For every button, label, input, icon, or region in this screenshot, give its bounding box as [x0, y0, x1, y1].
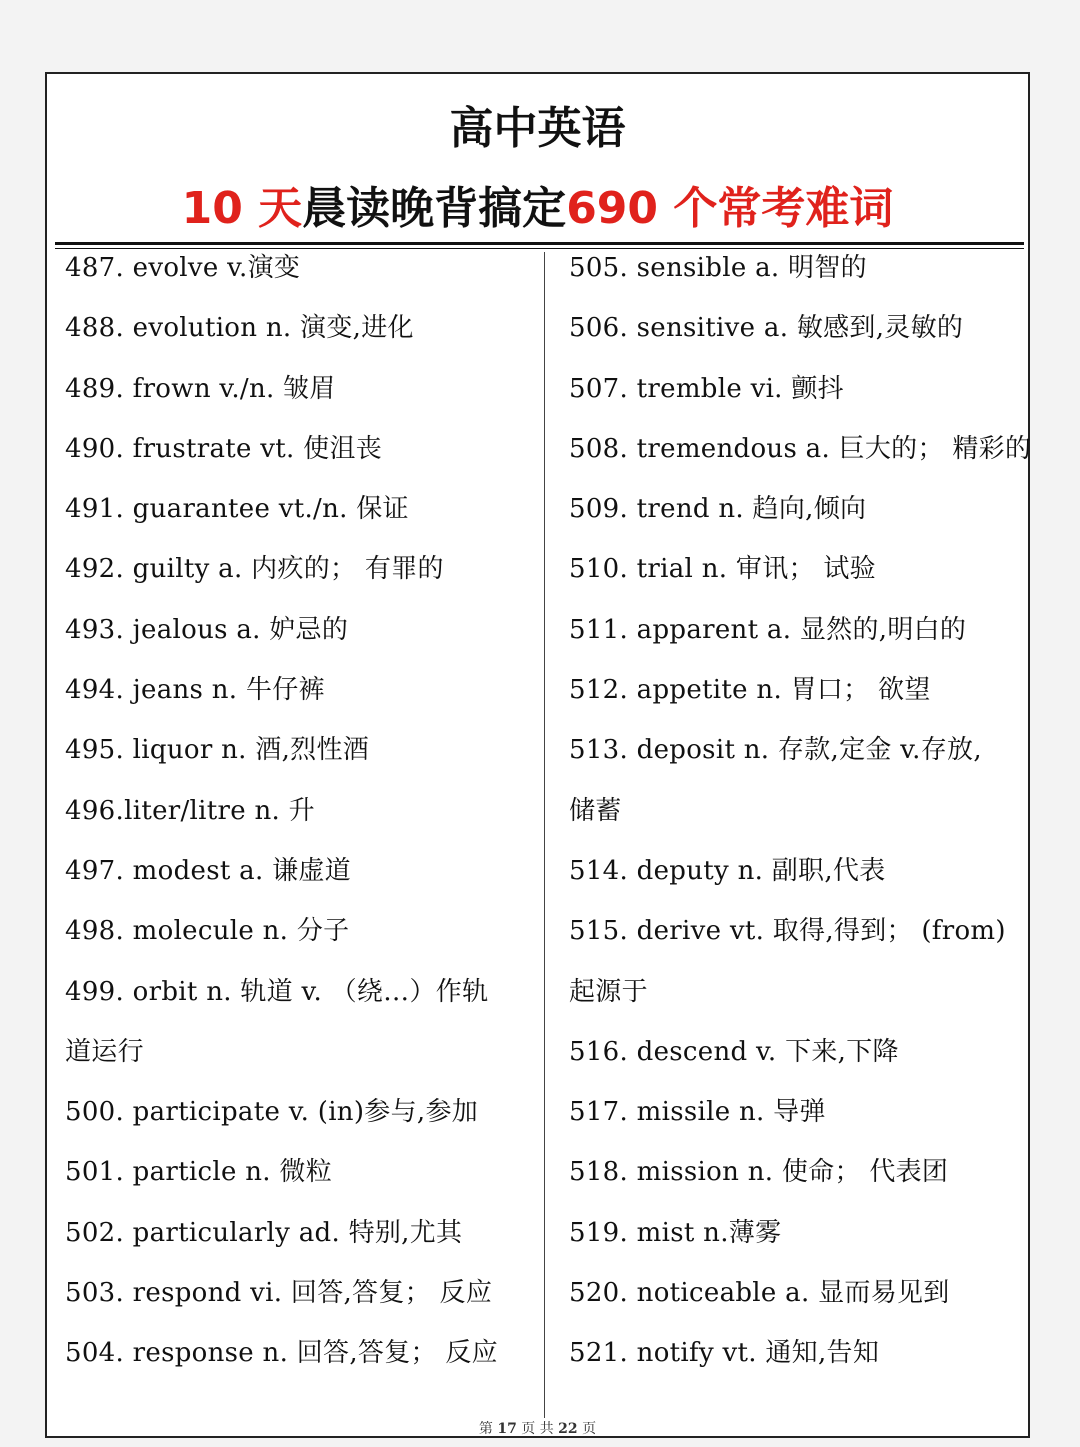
vocab-entry: 497. modest a. 谦虚道 — [65, 855, 351, 886]
vocab-entry: 495. liquor n. 酒,烈性酒 — [65, 735, 370, 766]
vocab-entry: 505. sensible a. 明智的 — [569, 253, 867, 283]
vocab-entry: 494. jeans n. 牛仔裤 — [65, 675, 325, 706]
vocab-entry: 490. frustrate vt. 使沮丧 — [65, 433, 383, 464]
right-word-column — [569, 246, 1032, 1392]
vocab-entry: 502. particularly ad. 特别,尤其 — [65, 1217, 463, 1248]
footer-suffix: 页 — [582, 1421, 597, 1437]
vocab-entry: 512. appetite n. 胃口； 欲望 — [569, 675, 931, 706]
vocab-entry: 503. respond vi. 回答,答复； 反应 — [65, 1278, 493, 1309]
vocab-entry: 488. evolution n. 演变,进化 — [65, 313, 414, 344]
vocabulary-page — [45, 72, 1030, 1438]
vocab-entry: 514. deputy n. 副职,代表 — [569, 855, 886, 886]
vocab-entry: 506. sensitive a. 敏感到,灵敏的 — [569, 313, 964, 344]
vocab-entry: 511. apparent a. 显然的,明白的 — [569, 614, 967, 645]
vocab-entry: 496.liter/litre n. 升 — [65, 795, 315, 826]
vocab-entry: 起源于 — [569, 976, 648, 1007]
vocab-entry: 491. guarantee vt./n. 保证 — [65, 494, 409, 525]
subtitle-count: 690 个常考难词 — [566, 183, 894, 234]
page-subtitle — [47, 172, 1028, 236]
vocab-entry: 492. guilty a. 内疚的； 有罪的 — [65, 554, 444, 585]
vocab-entry: 519. mist n.薄雾 — [569, 1217, 782, 1248]
vocab-entry: 499. orbit n. 轨道 v. （绕…）作轨 — [65, 976, 489, 1007]
vocab-entry: 520. noticeable a. 显而易见到 — [569, 1278, 950, 1309]
page-footer — [47, 1418, 1028, 1438]
footer-prefix: 第 — [478, 1421, 493, 1437]
left-word-column — [65, 246, 535, 1392]
vocab-entry: 521. notify vt. 通知,告知 — [569, 1338, 880, 1369]
vocab-entry: 489. frown v./n. 皱眉 — [65, 373, 336, 404]
footer-total-pages: 22 — [558, 1421, 578, 1437]
header-rule-thick — [55, 242, 1024, 245]
footer-page-number: 17 — [497, 1421, 517, 1437]
vocab-entry: 518. mission n. 使命； 代表团 — [569, 1157, 949, 1188]
vocab-entry: 储蓄 — [569, 795, 622, 826]
vocab-entry: 504. response n. 回答,答复； 反应 — [65, 1338, 498, 1369]
vocab-entry: 493. jealous a. 妒忌的 — [65, 614, 349, 645]
vocab-entry: 498. molecule n. 分子 — [65, 916, 350, 947]
vocab-entry: 507. tremble vi. 颤抖 — [569, 373, 844, 404]
subtitle-days: 10 天 — [181, 183, 303, 234]
vocab-entry: 501. particle n. 微粒 — [65, 1157, 332, 1188]
page-title: 高中英语 — [449, 103, 626, 154]
column-divider — [544, 252, 545, 1418]
subtitle-phrase: 晨读晚背搞定 — [302, 183, 567, 234]
vocab-entry: 517. missile n. 导弹 — [569, 1097, 826, 1128]
vocab-entry: 487. evolve v.演变 — [65, 253, 301, 283]
vocab-entry: 500. participate v. (in)参与,参加 — [65, 1097, 479, 1128]
vocab-entry: 510. trial n. 审讯； 试验 — [569, 554, 876, 585]
vocab-entry: 513. deposit n. 存款,定金 v.存放, — [569, 735, 982, 766]
vocab-entry: 516. descend v. 下来,下降 — [569, 1036, 899, 1067]
vocab-entry: 508. tremendous a. 巨大的； 精彩的 — [569, 433, 1032, 464]
vocab-entry: 509. trend n. 趋向,倾向 — [569, 494, 867, 525]
vocab-entry: 515. derive vt. 取得,得到； (from) — [569, 916, 1006, 947]
footer-middle: 页 共 — [521, 1421, 554, 1437]
vocab-entry: 道运行 — [65, 1036, 144, 1067]
